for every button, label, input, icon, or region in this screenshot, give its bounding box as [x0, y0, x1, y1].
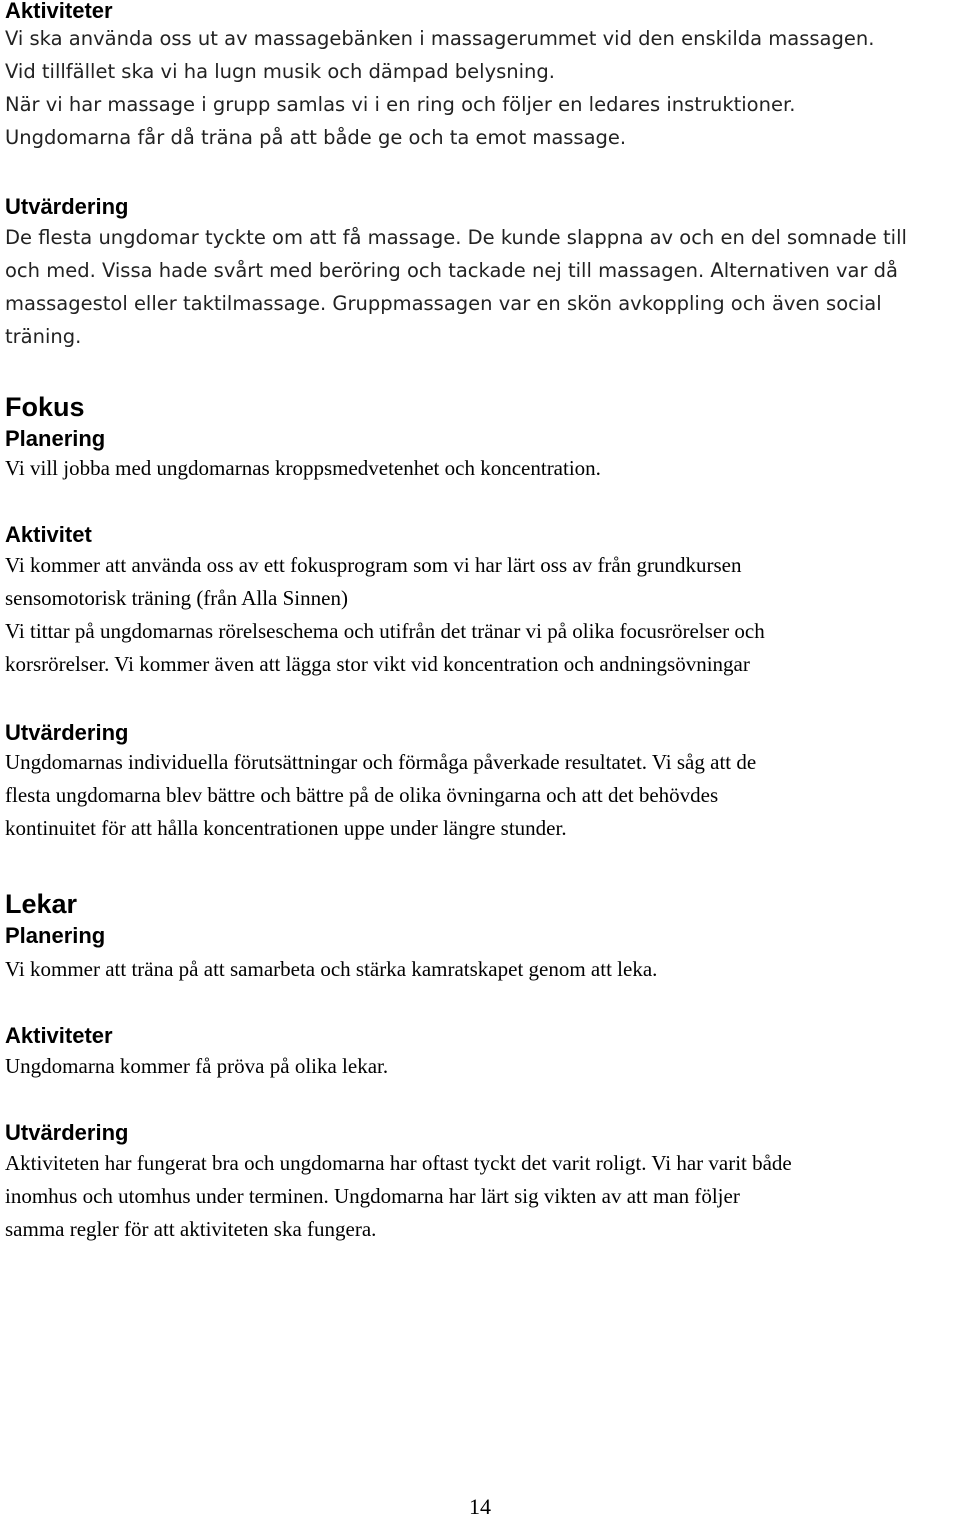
paragraph-planering-lekar	[5, 953, 960, 986]
paragraph-line: Ungdomarna kommer få pröva på olika lekar.	[5, 1054, 389, 1078]
paragraph-line: flesta ungdomarna blev bättre och bättre på de olika övningarna och att det behövdes	[5, 783, 719, 807]
paragraph-line: och med. Vissa hade svårt med beröring och tackade nej till massagen. Alternativen var då	[5, 259, 898, 282]
heading-planering-lekar: Planering	[5, 923, 106, 948]
paragraph-line: De flesta ungdomar tyckte om att få massage. De kunde slappna av och en del somnade till	[5, 226, 907, 249]
paragraph-line: Vi ska använda oss ut av massagebänken i massagerummet vid den enskilda massagen.	[5, 27, 875, 50]
paragraph-aktivitet-fokus	[5, 549, 960, 681]
heading-aktiviteter-massage: Aktiviteter	[5, 0, 113, 23]
paragraph-line: När vi har massage i grupp samlas vi i en ring och följer en ledares instruktioner.	[5, 93, 796, 116]
paragraph-line: korsrörelser. Vi kommer även att lägga stor vikt vid koncentration och andningsövningar	[5, 652, 750, 676]
paragraph-line: sensomotorisk träning (från Alla Sinnen)	[5, 586, 348, 610]
paragraph-utvardering-massage	[5, 221, 960, 353]
paragraph-line: kontinuitet för att hålla koncentrationen uppe under längre stunder.	[5, 816, 567, 840]
paragraph-line: Vi vill jobba med ungdomarnas kroppsmedvetenhet och koncentration.	[5, 456, 601, 480]
paragraph-line: Vi kommer att använda oss av ett fokusprogram som vi har lärt oss av från grundkursen	[5, 553, 742, 577]
paragraph-planering-fokus	[5, 452, 960, 485]
paragraph-line: träning.	[5, 325, 82, 348]
paragraph-utvardering-fokus	[5, 746, 960, 845]
heading-utvardering-massage: Utvärdering	[5, 194, 129, 219]
section-title-fokus: Fokus	[5, 392, 85, 422]
heading-planering-fokus: Planering	[5, 426, 106, 451]
paragraph-line: Vi kommer att träna på att samarbeta och stärka kamratskapet genom att leka.	[5, 957, 658, 981]
paragraph-line: Vi tittar på ungdomarnas rörelseschema och utifrån det tränar vi på olika focusrörelser och	[5, 619, 765, 643]
paragraph-line: Ungdomarna får då träna på att både ge och ta emot massage.	[5, 126, 627, 149]
section-title-lekar: Lekar	[5, 889, 78, 919]
heading-utvardering-lekar: Utvärdering	[5, 1120, 129, 1145]
heading-utvardering-fokus: Utvärdering	[5, 720, 129, 745]
paragraph-line: Vid tillfället ska vi ha lugn musik och dämpad belysning.	[5, 60, 555, 83]
paragraph-aktiviteter-massage	[5, 22, 960, 154]
page-number: 14	[469, 1494, 491, 1519]
paragraph-line: inomhus och utomhus under terminen. Ungdomarna har lärt sig vikten av att man följer	[5, 1184, 740, 1208]
paragraph-line: Aktiviteten har fungerat bra och ungdomarna har oftast tyckt det varit roligt. Vi har varit både	[5, 1151, 792, 1175]
paragraph-line: massagestol eller taktilmassage. Gruppmassagen var en skön avkoppling och även social	[5, 292, 882, 315]
paragraph-line: samma regler för att aktiviteten ska fungera.	[5, 1217, 377, 1241]
heading-aktiviteter-lekar: Aktiviteter	[5, 1023, 113, 1048]
paragraph-line: Ungdomarnas individuella förutsättningar och förmåga påverkade resultatet. Vi såg att de	[5, 750, 757, 774]
paragraph-utvardering-lekar	[5, 1147, 960, 1246]
heading-aktivitet-fokus: Aktivitet	[5, 522, 92, 547]
paragraph-aktiviteter-lekar	[5, 1050, 960, 1083]
